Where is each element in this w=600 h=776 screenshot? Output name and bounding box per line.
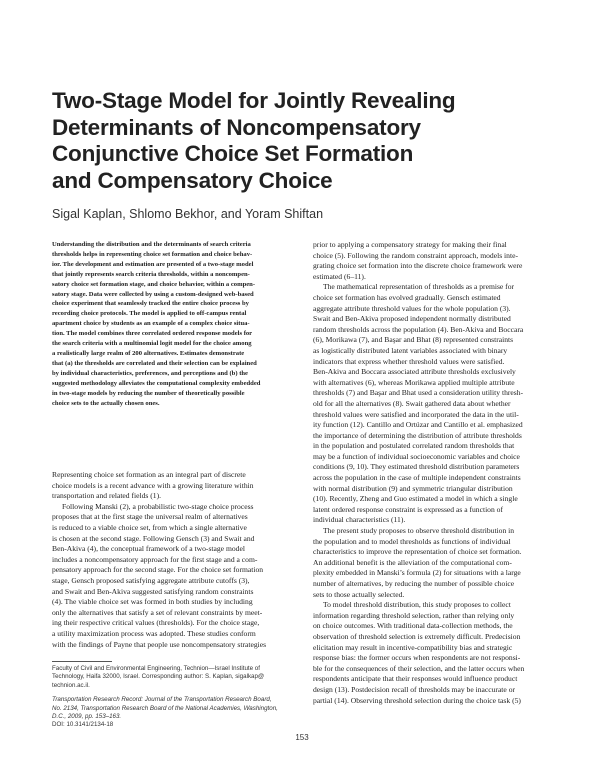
author-list: Sigal Kaplan, Shlomo Bekhor, and Yoram Shiftan [52, 207, 324, 221]
footnote [52, 665, 296, 730]
paragraph-line: old for all the alternatives (8). Swait gathered data about whether [313, 398, 511, 408]
title-line: and Compensatory Choice [52, 167, 333, 193]
paragraph-line: Ben-Akiva and Boccara associated attribute thresholds exclusively [313, 367, 516, 377]
paragraph-line: The present study proposes to observe threshold distribution in [323, 526, 515, 536]
abstract-line: tion. The model combines three correlated ordered response models for [52, 330, 253, 338]
body-column-right [313, 240, 553, 706]
paragraph-line: elicitation may result in incentive-compatibility bias and strategic [313, 642, 513, 652]
paragraph-line: the importance of determining the distribution of attribute thresholds [313, 430, 522, 440]
paragraph-line: number of alternatives, by reducing the number of possible choice [313, 579, 515, 588]
abstract-line: recording choice protocols. The model is applied to off-campus rental [52, 310, 247, 318]
title-line: Two-Stage Model for Jointly Revealing [52, 88, 456, 113]
paragraph-line: with normal distribution (9) and symmetric triangular distribution [313, 483, 513, 493]
paragraph-line: and Swait and Ben-Akiva suggested satisfying random constraints [52, 586, 254, 596]
paragraph-line: sets to those actually selected. [313, 589, 405, 599]
paragraph-line: individual characteristics (11). [313, 515, 406, 525]
abstract-line: the search criteria with a multinomial logit model for the choice among [52, 340, 252, 348]
paragraph-line: The mathematical representation of thresholds as a premise for [323, 282, 515, 292]
paragraph-line: observation of threshold selection is extremely difficult. Predecision [313, 631, 521, 641]
footnote-line: Technology, Haifa 32000, Israel. Corresponding author: S. Kaplan, sigalkap@ [52, 673, 265, 681]
paragraph-line: thresholds (7) and Başar and Bhat used a consideration utility thresh- [313, 388, 524, 398]
body-column-left [52, 470, 296, 650]
paragraph-line: threshold values were satisfied and incorporated the data in the util- [313, 409, 519, 419]
paragraph-line: in the population and postulated correlated random thresholds that [313, 441, 515, 451]
paragraph-line: pensatory approach for the second stage. For the choice set formation [52, 565, 264, 575]
paragraph-line: on choice outcomes. With traditional data-collection methods, the [313, 621, 513, 631]
abstract-line: choice experiment that seamlessly tracked the entire choice process by [52, 300, 249, 308]
paragraph-line: Ben-Akiva (4), the conceptual framework of a two-stage model [52, 544, 245, 554]
paragraph-line: conditions (9, 10). They estimated threshold distribution parameters [313, 462, 520, 472]
paragraph-line: ing their respective critical values (thresholds). For the choice stage, [52, 618, 260, 628]
paragraph-line: indicators that express whether threshold values were satisfied. [313, 356, 505, 366]
footnote-line: D.C., 2009, pp. 153–163. [52, 713, 122, 721]
paragraph-line: choice set formation has evolved gradually. Gensch estimated [313, 292, 501, 302]
paragraph-line: the population and to model thresholds as functions of individual [313, 536, 511, 546]
footnote-line: DOI: 10.3141/2134-18 [52, 721, 114, 729]
abstract-line: in two-stage models by reducing the number of theoretically possible [52, 389, 245, 397]
footnote-line: Transportation Research Record: Journal of the Transportation Research Board, [52, 696, 272, 704]
paragraph-line: choice (5). Following the random constraint approach, models inte- [313, 250, 518, 260]
title-line: Conjunctive Choice Set Formation [52, 141, 414, 166]
paragraph-line: with the findings of Payne that people use noncompensatory strategies [52, 639, 267, 649]
paragraph-line: may be a function of individual socioeconomic variables and choice [313, 451, 520, 461]
paragraph-line: random thresholds across the population (4). Ben-Akiva and Boccara [313, 324, 524, 334]
paragraph-line: respondents anticipate that their responses would influence product [313, 674, 518, 684]
abstract-line: suggested methodology alleviates the computational complexity embedded [52, 379, 261, 387]
footnote-divider [52, 661, 112, 662]
paragraph-line: includes a noncompensatory approach for the first stage and a com- [52, 554, 258, 564]
paragraph-line: To model threshold distribution, this study proposes to collect [323, 600, 511, 610]
paragraph-line: across the population in the case of multiple independent constraints [313, 473, 521, 483]
abstract-line: apartment choice by students as an example of a complex choice situa- [52, 320, 250, 328]
abstract-line: thresholds helps in representing choice set formation and choice behav- [52, 250, 253, 258]
paragraph-line: proposes that at the first stage the universal realm of alternatives [52, 512, 248, 522]
paragraph-line: characteristics to improve the representation of choice set formation. [313, 547, 522, 557]
paragraph-line: aggregate attribute threshold values for the whole population (3). [313, 303, 511, 313]
paragraph-line: latent ordered response constraint is expressed as a function of [313, 504, 503, 514]
paragraph-line: Swait and Ben-Akiva proposed independent normally distributed [313, 314, 511, 324]
abstract-line: that (a) the thresholds are correlated and their selection can be explained [52, 359, 257, 367]
paragraph-line: information regarding threshold selection, rather than relying only [313, 610, 515, 620]
paragraph-line: design (13). Postdecision recall of thresholds may be inaccurate or [313, 684, 516, 694]
paragraph-line: as logistically distributed latent variables associated with binary [313, 345, 508, 355]
abstract-line: by individual characteristics, preferences, and perceptions and (b) the [52, 369, 248, 377]
paragraph-line: Representing choice set formation as an integral part of discrete [52, 470, 246, 479]
abstract-line: satory choice set formation stage, and choice behavior, within a compen- [52, 280, 256, 288]
footnote-line: technion.ac.il. [52, 681, 90, 689]
abstract-line: choice sets to the actually chosen ones. [52, 399, 160, 407]
abstract-line: that jointly represents search criteria thresholds, within a noncompen- [52, 270, 250, 278]
paragraph-line: partial (14). Observing threshold selection during the choice task (5) [313, 695, 521, 705]
paragraph-line: only the alternatives that satisfy a set of relevant constraints by meet- [52, 607, 263, 617]
title-line: Determinants of Noncompensatory [52, 114, 421, 140]
paragraph-line: ity function (12). Cantillo and Ortúzar and Cantillo et al. emphasized [313, 420, 523, 430]
paragraph-line: An additional benefit is the alleviation of the computational com- [313, 557, 512, 567]
paragraph-line: (4). The viable choice set was formed in both studies by including [52, 597, 253, 607]
paragraph-line: choice models is a recent advance with a growing literature within [52, 480, 254, 490]
paragraph-line: prior to applying a compensatory strategy for making their final [313, 240, 507, 249]
abstract-line: a realistically large realm of 200 alternatives. Estimates demonstrate [52, 349, 245, 357]
footnote-line: No. 2134, Transportation Research Board of the National Academies, Washington, [52, 704, 278, 712]
paragraph-line: Following Manski (2), a probabilistic two-stage choice process [62, 501, 254, 511]
paragraph-line: ble for the consequences of their selection, and the latter occurs when [313, 663, 525, 673]
paragraph-line: response bias: the former occurs when respondents are not responsi- [313, 653, 521, 663]
article-title [52, 88, 552, 194]
abstract [52, 240, 294, 408]
paragraph-line: is chosen at the second stage. Following Gensch (3) and Swait and [52, 533, 255, 543]
abstract-line: satory stage. Data were collected by using a custom-designed web-based [52, 290, 254, 298]
paragraph-line: (10). Recently, Zheng and Guo estimated a model in which a single [313, 494, 518, 504]
footnote-line: Faculty of Civil and Environmental Engineering, Technion—Israel Institute of [52, 665, 260, 672]
paragraph-line: with alternatives (6), whereas Morikawa applied multiple attribute [313, 377, 515, 387]
page-number: 153 [295, 733, 309, 742]
paragraph-line: transportation and related fields (1). [52, 491, 162, 501]
paragraph-line: estimated (6–11). [313, 271, 366, 281]
paragraph-line: grating choice set formation into the discrete choice framework were [313, 261, 523, 271]
paragraph-line: is reduced to a viable choice set, from which a single alternative [52, 522, 247, 532]
paragraph-line: a utility maximization process was adopted. These studies conform [52, 628, 256, 638]
abstract-line: ior. The development and estimation are presented of a two-stage model [52, 260, 254, 268]
paragraph-line: plexity embedded in Manski’s formula (2) for situations with a large [313, 568, 521, 578]
paragraph-line: (6), Morikawa (7), and Başar and Bhat (8) represented constraints [313, 335, 514, 345]
abstract-line: Understanding the distribution and the determinants of search criteria [52, 241, 251, 248]
paragraph-line: stage, Gensch proposed satisfying aggregate attribute cutoffs (3), [52, 575, 250, 585]
